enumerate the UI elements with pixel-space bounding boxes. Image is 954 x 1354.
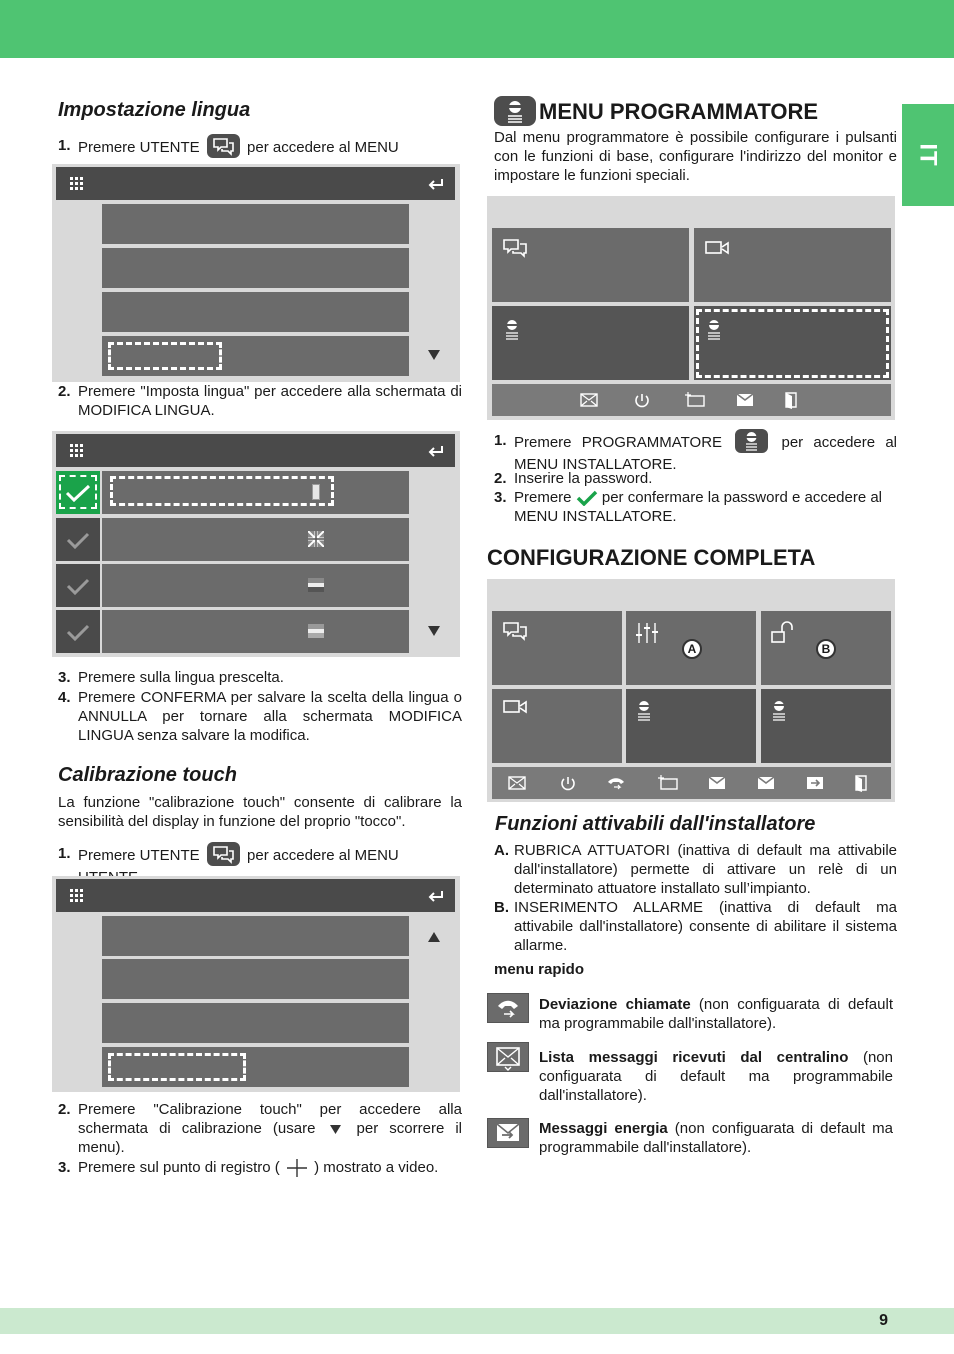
door-icon[interactable] <box>784 391 798 409</box>
energy-icon <box>487 1118 529 1148</box>
message-icon[interactable] <box>580 393 598 407</box>
power-icon[interactable] <box>633 392 651 408</box>
screen-title-bar <box>56 879 455 912</box>
chat-icon <box>502 621 530 643</box>
tile-intercom[interactable] <box>626 689 756 763</box>
check-icon <box>65 577 91 595</box>
tile-user[interactable] <box>492 228 689 302</box>
programmer-intro: Dal menu programmatore è possibile configurare i pulsanti con le funzioni di base, configurare l'indirizzo del monitor e impostare le funzioni speciali. <box>494 129 897 184</box>
section-title-programmer: MENU PROGRAMMATORE <box>539 99 819 124</box>
energy-icon[interactable] <box>806 776 824 790</box>
message-icon[interactable] <box>757 776 775 790</box>
menu-row[interactable] <box>102 292 409 332</box>
function-b: B. INSERIMENTO ALLARME (inattiva di default ma attivabile dall'installatore) consente di abilitare il sistema allarme. <box>494 899 897 954</box>
section-title-config: CONFIGURAZIONE COMPLETA <box>487 545 816 570</box>
return-icon[interactable] <box>428 178 444 190</box>
lang-step-3: 3. Premere sulla lingua prescelta. <box>58 669 284 686</box>
sliders-icon <box>634 621 660 645</box>
lang-step-2: 2. Premere "Imposta lingua" per accedere alla schermata di MODIFICA LINGUA. <box>58 383 462 419</box>
highlight-box <box>108 1053 246 1081</box>
message-icon <box>487 1042 529 1072</box>
tile-programmer[interactable] <box>694 306 891 380</box>
crosshair-icon <box>286 1158 308 1178</box>
arrow-down-icon[interactable] <box>428 626 440 636</box>
programmer-icon <box>769 699 789 721</box>
screen-title-bar <box>56 167 455 200</box>
monitor-add-icon[interactable] <box>657 773 679 791</box>
message-icon[interactable] <box>708 776 726 790</box>
quick-item-divert: Deviazione chiamate (non configuarata di default ma programmabile dall'installatore). <box>539 996 893 1032</box>
tile-actuators[interactable] <box>626 611 756 685</box>
grid-icon[interactable] <box>70 444 84 458</box>
check-button-selected[interactable] <box>56 471 100 514</box>
screen-user-menu-calibration <box>52 876 460 1092</box>
arrow-down-icon[interactable] <box>428 350 440 360</box>
video-icon <box>502 697 530 717</box>
highlight-box <box>59 475 97 509</box>
arrow-up-icon[interactable] <box>428 932 440 942</box>
menu-row[interactable] <box>102 204 409 244</box>
programmer-step-2: 2. Inserire la password. <box>494 470 653 487</box>
section-title-functions: Funzioni attivabili dall'installatore <box>495 813 816 835</box>
touch-step-2: 2. Premere "Calibrazione touch" per accedere alla schermata di calibrazione (usare per scorrere il menu). <box>58 1101 463 1156</box>
lang-step-4: 4. Premere CONFERMA per salvare la scelta della lingua o ANNULLA per tornare alla schermata MODIFICA LINGUA senza salvare la modifica. <box>58 689 462 744</box>
check-button[interactable] <box>56 564 100 607</box>
quick-menu-tray <box>492 767 891 799</box>
chat-icon <box>207 842 240 866</box>
phone-divert-icon[interactable] <box>606 776 626 790</box>
highlight-box <box>108 342 222 370</box>
language-tab: IT <box>902 104 954 206</box>
video-icon <box>704 238 732 258</box>
intercom-icon <box>634 699 654 721</box>
monitor-add-icon[interactable] <box>684 390 706 408</box>
screen-title-bar <box>56 434 455 467</box>
check-icon <box>65 623 91 641</box>
screen-language-edit <box>52 431 460 657</box>
language-row[interactable] <box>102 610 409 653</box>
quick-item-energy: Messaggi energia (non configuarata di default ma programmabile dall'installatore). <box>539 1120 894 1156</box>
menu-row[interactable] <box>102 248 409 288</box>
badge-a: A <box>682 639 702 659</box>
tile-user[interactable] <box>492 611 622 685</box>
menu-row-calibration[interactable] <box>102 1047 409 1087</box>
tile-video[interactable] <box>694 228 891 302</box>
menu-row[interactable] <box>102 959 409 999</box>
tile-video[interactable] <box>492 689 622 763</box>
tile-intercom[interactable] <box>492 306 689 380</box>
section-title-touch: Calibrazione touch <box>58 764 237 786</box>
page-number: 9 <box>879 1312 888 1329</box>
lang-step-1: 1. Premere UTENTE per accedere al MENU <box>58 136 462 179</box>
menu-row-language[interactable] <box>102 336 409 376</box>
programmer-icon <box>494 96 536 126</box>
touch-step-1: 1. Premere UTENTE per accedere al MENU <box>58 844 462 887</box>
function-a: A. RUBRICA ATTUATORI (inattiva di default ma attivabile dall'installatore) permette di attivare un relè di un determinato attuatore installato sull’impianto. <box>494 842 897 897</box>
quick-menu-label: menu rapido <box>494 961 585 978</box>
screen-user-menu <box>52 164 460 382</box>
language-row[interactable] <box>102 564 409 607</box>
message-icon[interactable] <box>508 776 526 790</box>
quick-menu-tray <box>492 384 891 416</box>
check-button[interactable] <box>56 610 100 653</box>
door-icon[interactable] <box>854 774 868 792</box>
programmer-step-3: 3. Premere per confermare la password e accedere al MENU INSTALLATORE. <box>494 489 883 525</box>
footer-bar <box>0 1308 954 1334</box>
flag-icon <box>308 578 324 592</box>
flag-icon <box>312 484 320 500</box>
phone-divert-icon <box>487 993 529 1023</box>
language-row[interactable] <box>102 471 409 514</box>
quick-item-messages: Lista messaggi ricevuti dal centralino (non configuarata di default ma programmabile dall'installatore). <box>539 1049 893 1104</box>
grid-icon[interactable] <box>70 889 84 903</box>
check-button[interactable] <box>56 518 100 561</box>
menu-row[interactable] <box>102 1003 409 1043</box>
return-icon[interactable] <box>428 890 444 902</box>
flag-uk-icon <box>308 531 324 547</box>
grid-icon[interactable] <box>70 177 84 191</box>
section-title-language: Impostazione lingua <box>58 99 251 121</box>
message-icon[interactable] <box>736 393 754 407</box>
touch-intro: La funzione "calibrazione touch" consente di calibrare la sensibilità del display in funzione del proprio "tocco". <box>58 794 462 830</box>
menu-row[interactable] <box>102 916 409 956</box>
lock-icon <box>769 621 799 645</box>
highlight-box <box>110 476 334 506</box>
badge-b: B <box>816 639 836 659</box>
highlight-box <box>696 309 889 378</box>
return-icon[interactable] <box>428 445 444 457</box>
tile-alarm[interactable] <box>761 611 891 685</box>
programmer-icon <box>735 429 768 453</box>
check-icon <box>576 490 598 506</box>
language-row[interactable] <box>102 518 409 561</box>
tile-programmer[interactable] <box>761 689 891 763</box>
screen-full-config <box>487 579 895 802</box>
programmer-step-1: 1. Premere PROGRAMMATORE per accedere al MENU INSTALLATORE. <box>494 431 897 474</box>
power-icon[interactable] <box>559 775 577 791</box>
screen-main-menu <box>487 196 895 420</box>
header-bar <box>0 0 954 58</box>
flag-icon <box>308 624 324 638</box>
intercom-icon <box>502 318 522 340</box>
chat-icon <box>207 134 240 158</box>
chat-icon <box>502 238 530 260</box>
arrow-down-icon <box>330 1125 341 1134</box>
check-icon <box>65 531 91 549</box>
touch-step-3: 3. Premere sul punto di registro ( ) mostrato a video. <box>58 1158 462 1178</box>
